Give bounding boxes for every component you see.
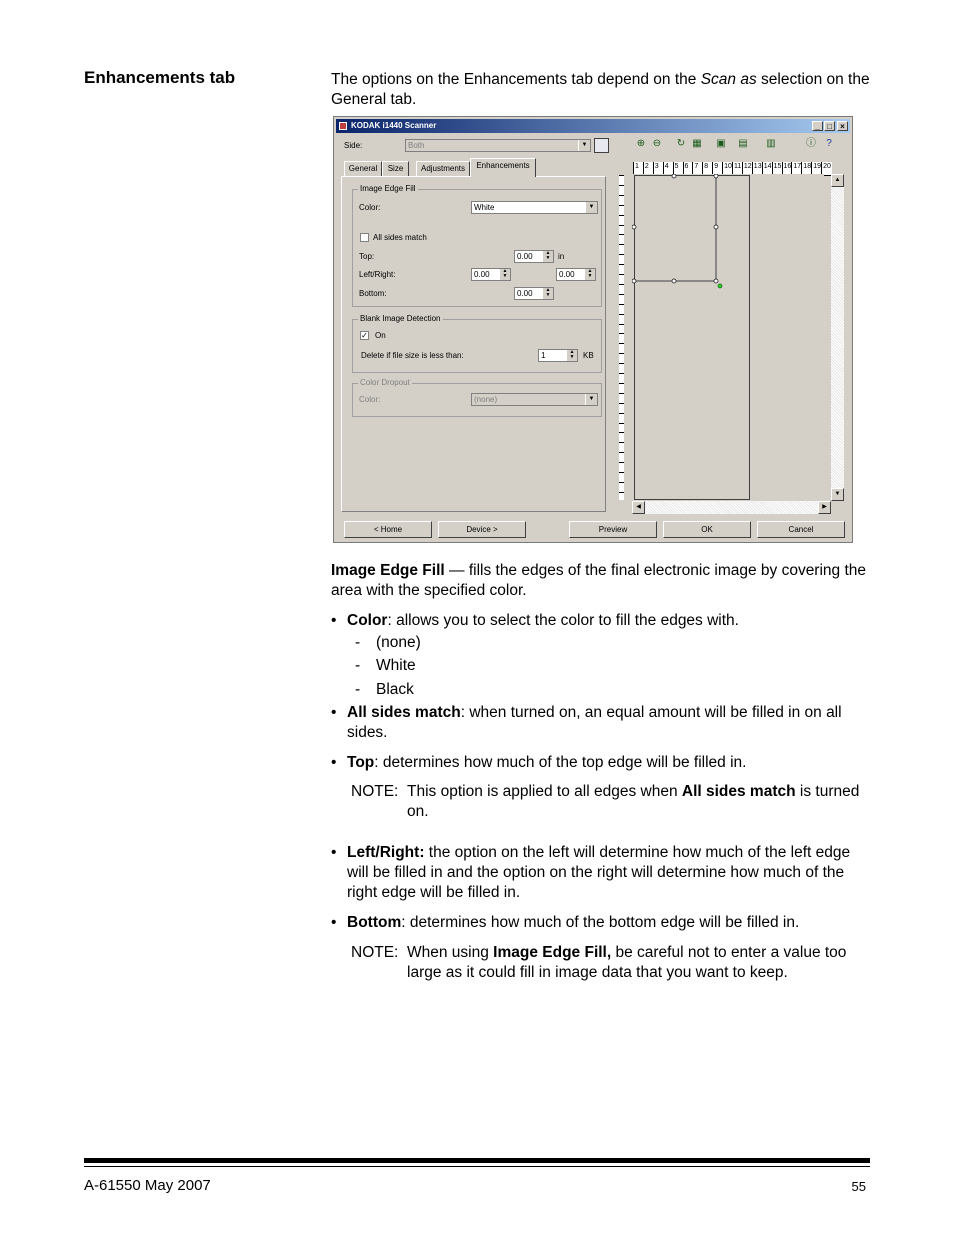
ruler-number: 8: [704, 163, 709, 170]
ruler-tick: [702, 162, 703, 174]
group-title: Color Dropout: [360, 378, 410, 387]
tab-adjustments[interactable]: Adjustments: [416, 161, 470, 176]
spinner-icon[interactable]: ▲ ▼: [543, 251, 553, 262]
section-heading: Enhancements tab: [84, 68, 236, 87]
ruler-tick: [663, 162, 664, 174]
edge-color-select[interactable]: White ▼: [471, 201, 598, 214]
ruler-number: 10: [724, 163, 732, 170]
all-sides-label: All sides match: [373, 233, 427, 242]
spinner-icon[interactable]: ▲ ▼: [543, 288, 553, 299]
ruler-tick: [712, 162, 713, 174]
ruler-number: 11: [734, 163, 742, 170]
ruler-number: 7: [694, 163, 699, 170]
footer-rule: [84, 1158, 870, 1163]
chevron-down-icon: ▼: [585, 394, 597, 405]
blank-image-group: [352, 314, 602, 373]
edge-fill-description: Image Edge Fill — fills the edges of the final electronic image by covering the area with the specified color.: [331, 562, 867, 599]
intro-paragraph: The options on the Enhancements tab depend on the Scan as selection on the General tab.: [331, 71, 870, 108]
ruler-tick: [633, 162, 634, 174]
ruler-tick: [673, 162, 674, 174]
ruler-tick: [732, 162, 733, 174]
top-label: Top:: [359, 252, 375, 261]
ruler-number: 2: [644, 163, 649, 170]
app-icon: [339, 122, 347, 130]
spinner-icon[interactable]: ▲ ▼: [567, 350, 577, 361]
tab-general[interactable]: General: [344, 161, 382, 176]
ok-button[interactable]: OK: [663, 521, 751, 538]
ruler-number: 19: [813, 163, 821, 170]
on-label: On: [375, 331, 386, 340]
ruler-number: 3: [654, 163, 659, 170]
settings-icon[interactable]: [594, 138, 609, 153]
scroll-down-icon[interactable]: ▼: [831, 488, 844, 501]
ruler-number: 15: [773, 163, 782, 170]
ruler-number: 4: [664, 163, 669, 170]
ruler-tick: [772, 162, 773, 174]
chevron-down-icon: ▼: [585, 202, 597, 213]
edge-fill-outline: [632, 174, 752, 294]
spinner-icon[interactable]: ▲ ▼: [585, 269, 595, 280]
ruler-tick: [762, 162, 763, 174]
dropout-color-select[interactable]: (none) ▼: [471, 393, 598, 406]
ruler-number: 13: [753, 163, 762, 170]
color-dropout-group: [352, 378, 602, 417]
ruler-tick: [782, 162, 783, 174]
ruler-tick: [683, 162, 684, 174]
outline-icon[interactable]: ▣: [716, 138, 726, 149]
kb-label: KB: [583, 351, 594, 360]
zoom-out-icon[interactable]: ⊖: [652, 138, 662, 149]
group-title: Image Edge Fill: [360, 184, 416, 193]
ruler-tick: [653, 162, 654, 174]
enhancements-panel: [341, 176, 606, 512]
scroll-left-icon[interactable]: ◀: [632, 501, 645, 514]
side-label: Side:: [344, 141, 363, 150]
ruler-number: 6: [684, 163, 689, 170]
leftright-label: Left/Right:: [359, 270, 396, 279]
side-select[interactable]: Both ▼: [405, 139, 591, 152]
footer-doc-id: A-61550 May 2007: [84, 1177, 211, 1194]
rotate-icon[interactable]: ↻: [676, 138, 686, 149]
ruler-number: 17: [793, 163, 802, 170]
preview-button[interactable]: Preview: [569, 521, 657, 538]
ruler-tick: [643, 162, 644, 174]
unit-label: in: [558, 252, 565, 261]
ruler-tick: [791, 162, 792, 174]
scroll-right-icon[interactable]: ▶: [818, 501, 831, 514]
ruler-number: 12: [743, 163, 752, 170]
ruler-number: 1: [635, 163, 639, 170]
maximize-icon[interactable]: □: [824, 121, 835, 131]
top-input[interactable]: 0.00 ▲ ▼: [514, 250, 554, 263]
footer-rule-thin: [84, 1166, 870, 1167]
close-icon[interactable]: ×: [837, 121, 848, 131]
tab-enhancements[interactable]: Enhancements: [470, 158, 536, 177]
home-button[interactable]: < Home: [344, 521, 432, 538]
ruler-tick: [821, 162, 822, 174]
delete-label: Delete if file size is less than:: [361, 351, 464, 360]
dropout-color-label: Color:: [359, 395, 381, 404]
scanner-dialog-screenshot: [333, 116, 853, 543]
image-icon[interactable]: ▤: [738, 138, 748, 149]
title-bar: [336, 119, 850, 133]
right-input[interactable]: 0.00 ▲ ▼: [556, 268, 596, 281]
ruler-tick: [692, 162, 693, 174]
kb-input[interactable]: 1 ▲ ▼: [538, 349, 578, 362]
ruler-tick: [811, 162, 812, 174]
cancel-button[interactable]: Cancel: [757, 521, 845, 538]
ruler-number: 5: [674, 163, 679, 170]
ruler-tick: [742, 162, 743, 174]
tab-size[interactable]: Size: [382, 161, 409, 176]
window-title: KODAK i1440 Scanner: [351, 121, 437, 130]
bottom-input[interactable]: 0.00 ▲ ▼: [514, 287, 554, 300]
left-input[interactable]: 0.00 ▲ ▼: [471, 268, 511, 281]
image-edge-fill-group: [352, 184, 602, 307]
ruler-tick: [752, 162, 753, 174]
chevron-down-icon: ▼: [578, 140, 590, 151]
all-sides-match-checkbox[interactable]: [360, 233, 369, 242]
group-title: Blank Image Detection: [360, 314, 441, 323]
color-label: Color:: [359, 203, 381, 212]
spinner-icon[interactable]: ▲ ▼: [500, 269, 510, 280]
help-icon[interactable]: ?: [826, 138, 832, 149]
bottom-label: Bottom:: [359, 289, 387, 298]
fit-icon[interactable]: ▦: [692, 138, 702, 149]
ruler-tick: [722, 162, 723, 174]
page-number: 55: [851, 1179, 866, 1194]
ruler-tick: [801, 162, 802, 174]
blank-on-checkbox[interactable]: ✓: [361, 331, 368, 340]
scroll-up-icon[interactable]: ▲: [831, 174, 844, 187]
about-icon[interactable]: ⓘ: [806, 138, 816, 149]
minimize-icon[interactable]: _: [812, 121, 823, 131]
ruler-number: 20: [823, 163, 831, 170]
vertical-scrollbar[interactable]: [831, 174, 844, 501]
ruler-number: 18: [803, 163, 812, 170]
horizontal-scrollbar[interactable]: [632, 501, 831, 514]
ruler-number: 16: [783, 163, 792, 170]
ruler-number: 14: [763, 163, 772, 170]
ruler-number: 9: [714, 163, 719, 170]
device-button[interactable]: Device >: [438, 521, 526, 538]
layout-icon[interactable]: ▥: [766, 138, 776, 149]
zoom-in-icon[interactable]: ⊕: [636, 138, 646, 149]
